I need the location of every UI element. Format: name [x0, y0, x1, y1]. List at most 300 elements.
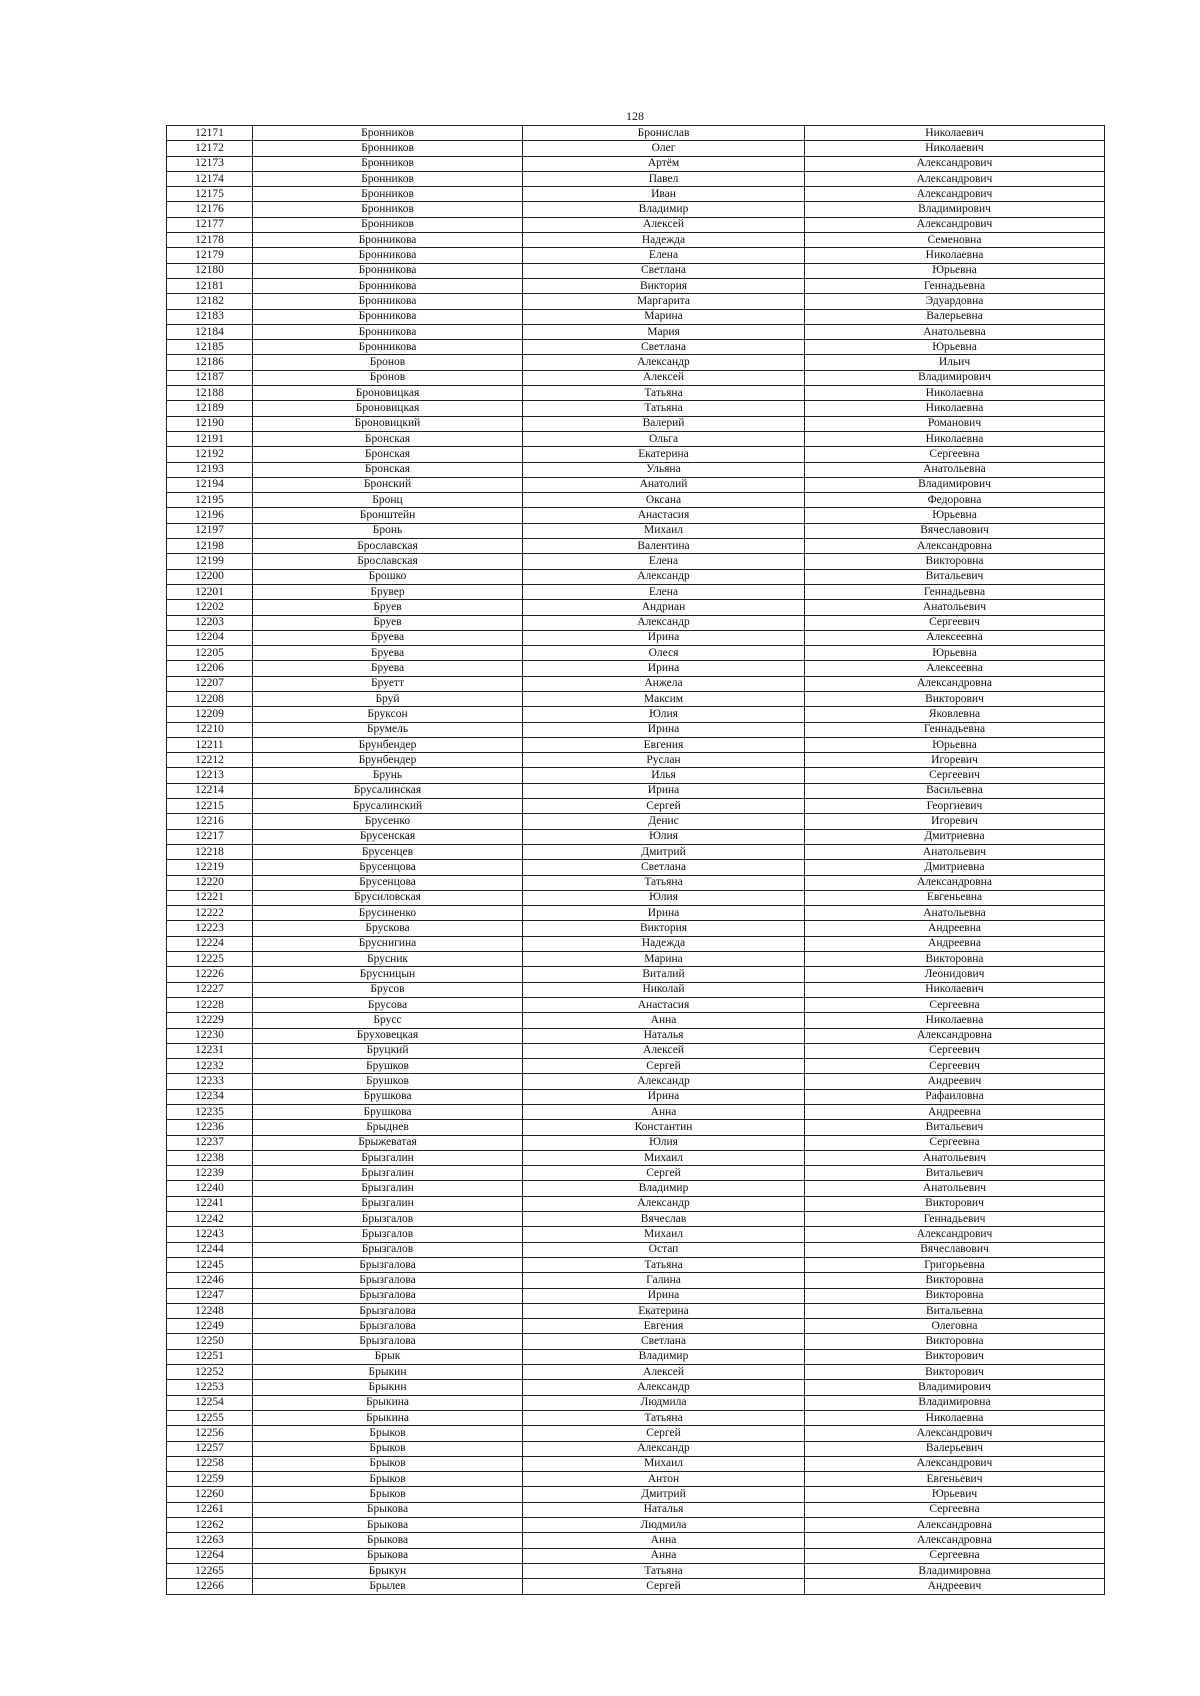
last-name-cell: Бруцкий: [253, 1043, 523, 1058]
first-name-cell: Ирина: [523, 783, 805, 798]
page-number: 128: [626, 109, 644, 123]
patronymic-cell: Андреевна: [805, 936, 1105, 951]
record-number-cell: 12195: [167, 493, 253, 508]
last-name-cell: Бронников: [253, 126, 523, 141]
record-number-cell: 12259: [167, 1472, 253, 1487]
table-row: [167, 523, 1105, 538]
patronymic-cell: Владимирович: [805, 477, 1105, 492]
record-number-cell: 12228: [167, 997, 253, 1012]
table-row: [167, 477, 1105, 492]
record-number-cell: 12251: [167, 1349, 253, 1364]
first-name-cell: Сергей: [523, 1426, 805, 1441]
first-name-cell: Владимир: [523, 202, 805, 217]
first-name-cell: Елена: [523, 554, 805, 569]
table-row: [167, 584, 1105, 599]
last-name-cell: Бруховецкая: [253, 1028, 523, 1043]
first-name-cell: Анжела: [523, 676, 805, 691]
first-name-cell: Марина: [523, 309, 805, 324]
table-row: [167, 187, 1105, 202]
record-number-cell: 12199: [167, 554, 253, 569]
patronymic-cell: Анатольевна: [805, 906, 1105, 921]
patronymic-cell: Геннадьевич: [805, 1212, 1105, 1227]
patronymic-cell: Викторовна: [805, 1288, 1105, 1303]
last-name-cell: Бруснигина: [253, 936, 523, 951]
table-row: [167, 539, 1105, 554]
record-number-cell: 12265: [167, 1563, 253, 1578]
record-number-cell: 12217: [167, 829, 253, 844]
patronymic-cell: Владимирович: [805, 370, 1105, 385]
table-row: [167, 1105, 1105, 1120]
patronymic-cell: Юрьевна: [805, 508, 1105, 523]
first-name-cell: Олег: [523, 141, 805, 156]
record-number-cell: 12204: [167, 630, 253, 645]
first-name-cell: Михаил: [523, 1456, 805, 1471]
table-row: [167, 600, 1105, 615]
record-number-cell: 12194: [167, 477, 253, 492]
last-name-cell: Брызгалова: [253, 1273, 523, 1288]
patronymic-cell: Николаевна: [805, 248, 1105, 263]
record-number-cell: 12239: [167, 1166, 253, 1181]
last-name-cell: Брусенко: [253, 814, 523, 829]
patronymic-cell: Николаевна: [805, 386, 1105, 401]
last-name-cell: Бронников: [253, 156, 523, 171]
first-name-cell: Ирина: [523, 1089, 805, 1104]
record-number-cell: 12211: [167, 737, 253, 752]
last-name-cell: Бронников: [253, 141, 523, 156]
record-number-cell: 12191: [167, 431, 253, 446]
patronymic-cell: Александрович: [805, 1456, 1105, 1471]
first-name-cell: Александр: [523, 1380, 805, 1395]
last-name-cell: Бруетт: [253, 676, 523, 691]
patronymic-cell: Анатольевна: [805, 462, 1105, 477]
patronymic-cell: Эдуардовна: [805, 294, 1105, 309]
patronymic-cell: Сергеевна: [805, 1135, 1105, 1150]
last-name-cell: Брыкова: [253, 1502, 523, 1517]
last-name-cell: Брылев: [253, 1579, 523, 1594]
last-name-cell: Бронов: [253, 370, 523, 385]
first-name-cell: Максим: [523, 691, 805, 706]
first-name-cell: Марина: [523, 952, 805, 967]
record-number-cell: 12264: [167, 1548, 253, 1563]
patronymic-cell: Владимировна: [805, 1395, 1105, 1410]
record-number-cell: 12206: [167, 661, 253, 676]
patronymic-cell: Александрович: [805, 1426, 1105, 1441]
record-number-cell: 12255: [167, 1410, 253, 1425]
patronymic-cell: Сергеевна: [805, 997, 1105, 1012]
record-number-cell: 12247: [167, 1288, 253, 1303]
table-row: [167, 370, 1105, 385]
last-name-cell: Бронникова: [253, 263, 523, 278]
first-name-cell: Ульяна: [523, 462, 805, 477]
last-name-cell: Брыкун: [253, 1563, 523, 1578]
first-name-cell: Александр: [523, 569, 805, 584]
record-number-cell: 12235: [167, 1105, 253, 1120]
last-name-cell: Брославская: [253, 539, 523, 554]
table-row: [167, 355, 1105, 370]
last-name-cell: Бруй: [253, 691, 523, 706]
patronymic-cell: Геннадьевна: [805, 584, 1105, 599]
first-name-cell: Галина: [523, 1273, 805, 1288]
record-number-cell: 12223: [167, 921, 253, 936]
table-row: [167, 814, 1105, 829]
record-number-cell: 12266: [167, 1579, 253, 1594]
last-name-cell: Брувер: [253, 584, 523, 599]
record-number-cell: 12189: [167, 401, 253, 416]
patronymic-cell: Леонидович: [805, 967, 1105, 982]
table-row: [167, 263, 1105, 278]
patronymic-cell: Андреевич: [805, 1074, 1105, 1089]
patronymic-cell: Рафаиловна: [805, 1089, 1105, 1104]
first-name-cell: Алексей: [523, 1365, 805, 1380]
last-name-cell: Бронский: [253, 477, 523, 492]
last-name-cell: Брызгалова: [253, 1319, 523, 1334]
first-name-cell: Владимир: [523, 1349, 805, 1364]
last-name-cell: Бруксон: [253, 707, 523, 722]
table-row: [167, 416, 1105, 431]
record-number-cell: 12219: [167, 860, 253, 875]
table-row: [167, 737, 1105, 752]
patronymic-cell: Александрович: [805, 217, 1105, 232]
patronymic-cell: Андреевна: [805, 1105, 1105, 1120]
record-number-cell: 12256: [167, 1426, 253, 1441]
last-name-cell: Брыков: [253, 1441, 523, 1456]
first-name-cell: Сергей: [523, 1059, 805, 1074]
last-name-cell: Бронникова: [253, 309, 523, 324]
last-name-cell: Брыднев: [253, 1120, 523, 1135]
table-row: [167, 1395, 1105, 1410]
first-name-cell: Оксана: [523, 493, 805, 508]
patronymic-cell: Николаевна: [805, 401, 1105, 416]
record-number-cell: 12230: [167, 1028, 253, 1043]
first-name-cell: Ирина: [523, 630, 805, 645]
last-name-cell: Броновицкая: [253, 386, 523, 401]
table-row: [167, 875, 1105, 890]
table-row: [167, 860, 1105, 875]
table-row: [167, 844, 1105, 859]
first-name-cell: Анна: [523, 1013, 805, 1028]
record-number-cell: 12213: [167, 768, 253, 783]
first-name-cell: Сергей: [523, 799, 805, 814]
first-name-cell: Руслан: [523, 753, 805, 768]
record-number-cell: 12241: [167, 1196, 253, 1211]
first-name-cell: Константин: [523, 1120, 805, 1135]
record-number-cell: 12200: [167, 569, 253, 584]
first-name-cell: Валентина: [523, 539, 805, 554]
last-name-cell: Бронштейн: [253, 508, 523, 523]
first-name-cell: Светлана: [523, 340, 805, 355]
first-name-cell: Алексей: [523, 217, 805, 232]
first-name-cell: Анастасия: [523, 508, 805, 523]
table-row: [167, 936, 1105, 951]
table-row: [167, 508, 1105, 523]
first-name-cell: Ольга: [523, 431, 805, 446]
last-name-cell: Брыков: [253, 1487, 523, 1502]
record-number-cell: 12207: [167, 676, 253, 691]
table-row: [167, 921, 1105, 936]
patronymic-cell: Анатольевич: [805, 600, 1105, 615]
patronymic-cell: Романович: [805, 416, 1105, 431]
last-name-cell: Бронская: [253, 447, 523, 462]
patronymic-cell: Анатольевна: [805, 324, 1105, 339]
patronymic-cell: Викторовна: [805, 952, 1105, 967]
last-name-cell: Брушков: [253, 1059, 523, 1074]
last-name-cell: Бруев: [253, 600, 523, 615]
record-number-cell: 12236: [167, 1120, 253, 1135]
first-name-cell: Анастасия: [523, 997, 805, 1012]
record-number-cell: 12179: [167, 248, 253, 263]
first-name-cell: Елена: [523, 584, 805, 599]
first-name-cell: Екатерина: [523, 447, 805, 462]
table-row: [167, 1533, 1105, 1548]
last-name-cell: Брызгалова: [253, 1303, 523, 1318]
first-name-cell: Ирина: [523, 1288, 805, 1303]
last-name-cell: Брушкова: [253, 1089, 523, 1104]
record-number-cell: 12262: [167, 1518, 253, 1533]
record-number-cell: 12233: [167, 1074, 253, 1089]
table-row: [167, 1518, 1105, 1533]
last-name-cell: Брыков: [253, 1456, 523, 1471]
patronymic-cell: Игоревич: [805, 814, 1105, 829]
last-name-cell: Бронникова: [253, 248, 523, 263]
last-name-cell: Бронников: [253, 202, 523, 217]
table-row: [167, 233, 1105, 248]
patronymic-cell: Васильевна: [805, 783, 1105, 798]
record-number-cell: 12234: [167, 1089, 253, 1104]
record-number-cell: 12182: [167, 294, 253, 309]
table-row: [167, 217, 1105, 232]
table-row: [167, 1089, 1105, 1104]
last-name-cell: Брыжеватая: [253, 1135, 523, 1150]
table-row: [167, 829, 1105, 844]
last-name-cell: Брыков: [253, 1472, 523, 1487]
patronymic-cell: Викторовна: [805, 1334, 1105, 1349]
last-name-cell: Бронникова: [253, 278, 523, 293]
patronymic-cell: Викторович: [805, 691, 1105, 706]
record-number-cell: 12210: [167, 722, 253, 737]
first-name-cell: Михаил: [523, 1227, 805, 1242]
first-name-cell: Сергей: [523, 1579, 805, 1594]
last-name-cell: Бруева: [253, 661, 523, 676]
patronymic-cell: Дмитриевна: [805, 829, 1105, 844]
record-number-cell: 12190: [167, 416, 253, 431]
first-name-cell: Виктория: [523, 278, 805, 293]
last-name-cell: Брунбендер: [253, 753, 523, 768]
first-name-cell: Ирина: [523, 906, 805, 921]
last-name-cell: Брусиловская: [253, 890, 523, 905]
table-row: [167, 1441, 1105, 1456]
table-row: [167, 1212, 1105, 1227]
patronymic-cell: Григорьевна: [805, 1257, 1105, 1272]
table-row: [167, 386, 1105, 401]
first-name-cell: Вячеслав: [523, 1212, 805, 1227]
last-name-cell: Брусенцова: [253, 860, 523, 875]
first-name-cell: Сергей: [523, 1166, 805, 1181]
first-name-cell: Дмитрий: [523, 1487, 805, 1502]
record-number-cell: 12181: [167, 278, 253, 293]
patronymic-cell: Сергеевна: [805, 1548, 1105, 1563]
record-number-cell: 12184: [167, 324, 253, 339]
first-name-cell: Олеся: [523, 646, 805, 661]
record-number-cell: 12243: [167, 1227, 253, 1242]
last-name-cell: Броновицкая: [253, 401, 523, 416]
table-row: [167, 1135, 1105, 1150]
last-name-cell: Брусиненко: [253, 906, 523, 921]
table-row: [167, 126, 1105, 141]
table-row: [167, 1242, 1105, 1257]
table-row: [167, 431, 1105, 446]
last-name-cell: Брушков: [253, 1074, 523, 1089]
first-name-cell: Татьяна: [523, 875, 805, 890]
first-name-cell: Евгения: [523, 737, 805, 752]
table-row: [167, 1303, 1105, 1318]
patronymic-cell: Викторович: [805, 1349, 1105, 1364]
patronymic-cell: Вячеславович: [805, 1242, 1105, 1257]
record-number-cell: 12193: [167, 462, 253, 477]
record-number-cell: 12173: [167, 156, 253, 171]
last-name-cell: Бронская: [253, 431, 523, 446]
record-number-cell: 12203: [167, 615, 253, 630]
patronymic-cell: Александровна: [805, 1533, 1105, 1548]
patronymic-cell: Владимирович: [805, 1380, 1105, 1395]
patronymic-cell: Витальевич: [805, 1120, 1105, 1135]
record-number-cell: 12201: [167, 584, 253, 599]
record-number-cell: 12222: [167, 906, 253, 921]
record-number-cell: 12263: [167, 1533, 253, 1548]
table-row: [167, 1319, 1105, 1334]
patronymic-cell: Сергеевна: [805, 447, 1105, 462]
table-row: [167, 783, 1105, 798]
last-name-cell: Бронникова: [253, 233, 523, 248]
last-name-cell: Брускова: [253, 921, 523, 936]
first-name-cell: Светлана: [523, 263, 805, 278]
table-row: [167, 707, 1105, 722]
last-name-cell: Брусницын: [253, 967, 523, 982]
patronymic-cell: Вячеславович: [805, 523, 1105, 538]
patronymic-cell: Викторович: [805, 1365, 1105, 1380]
patronymic-cell: Геннадьевна: [805, 278, 1105, 293]
record-number-cell: 12238: [167, 1150, 253, 1165]
patronymic-cell: Юрьевна: [805, 646, 1105, 661]
last-name-cell: Брусник: [253, 952, 523, 967]
table-row: [167, 676, 1105, 691]
patronymic-cell: Сергеевич: [805, 1043, 1105, 1058]
record-number-cell: 12245: [167, 1257, 253, 1272]
patronymic-cell: Александровна: [805, 676, 1105, 691]
patronymic-cell: Викторович: [805, 1196, 1105, 1211]
record-number-cell: 12192: [167, 447, 253, 462]
last-name-cell: Бронников: [253, 171, 523, 186]
record-number-cell: 12260: [167, 1487, 253, 1502]
table-row: [167, 248, 1105, 263]
table-row: [167, 141, 1105, 156]
last-name-cell: Брыкова: [253, 1518, 523, 1533]
last-name-cell: Бронов: [253, 355, 523, 370]
table-row: [167, 1028, 1105, 1043]
patronymic-cell: Витальевна: [805, 1303, 1105, 1318]
table-row: [167, 1579, 1105, 1594]
patronymic-cell: Георгиевич: [805, 799, 1105, 814]
record-number-cell: 12261: [167, 1502, 253, 1517]
table-row: [167, 462, 1105, 477]
table-row: [167, 906, 1105, 921]
first-name-cell: Юлия: [523, 890, 805, 905]
first-name-cell: Михаил: [523, 523, 805, 538]
last-name-cell: Бронникова: [253, 324, 523, 339]
last-name-cell: Бруев: [253, 615, 523, 630]
table-row: [167, 982, 1105, 997]
record-number-cell: 12180: [167, 263, 253, 278]
first-name-cell: Наталья: [523, 1502, 805, 1517]
table-row: [167, 691, 1105, 706]
table-row: [167, 1273, 1105, 1288]
table-row: [167, 799, 1105, 814]
first-name-cell: Павел: [523, 171, 805, 186]
record-number-cell: 12216: [167, 814, 253, 829]
table-row: [167, 1334, 1105, 1349]
first-name-cell: Светлана: [523, 1334, 805, 1349]
record-number-cell: 12174: [167, 171, 253, 186]
first-name-cell: Татьяна: [523, 386, 805, 401]
first-name-cell: Виталий: [523, 967, 805, 982]
record-number-cell: 12197: [167, 523, 253, 538]
last-name-cell: Брусс: [253, 1013, 523, 1028]
table-row: [167, 309, 1105, 324]
first-name-cell: Елена: [523, 248, 805, 263]
last-name-cell: Брыкин: [253, 1365, 523, 1380]
table-row: [167, 340, 1105, 355]
patronymic-cell: Витальевич: [805, 1166, 1105, 1181]
record-number-cell: 12231: [167, 1043, 253, 1058]
last-name-cell: Брызгалов: [253, 1242, 523, 1257]
record-number-cell: 12242: [167, 1212, 253, 1227]
patronymic-cell: Валерьевна: [805, 309, 1105, 324]
first-name-cell: Александр: [523, 1441, 805, 1456]
first-name-cell: Анна: [523, 1105, 805, 1120]
record-number-cell: 12257: [167, 1441, 253, 1456]
table-row: [167, 1487, 1105, 1502]
first-name-cell: Антон: [523, 1472, 805, 1487]
record-number-cell: 12212: [167, 753, 253, 768]
last-name-cell: Брусалинская: [253, 783, 523, 798]
first-name-cell: Остап: [523, 1242, 805, 1257]
last-name-cell: Брусова: [253, 997, 523, 1012]
table-row: [167, 1502, 1105, 1517]
record-number-cell: 12248: [167, 1303, 253, 1318]
last-name-cell: Брусенская: [253, 829, 523, 844]
last-name-cell: Брусов: [253, 982, 523, 997]
record-number-cell: 12252: [167, 1365, 253, 1380]
patronymic-cell: Игоревич: [805, 753, 1105, 768]
first-name-cell: Илья: [523, 768, 805, 783]
first-name-cell: Юлия: [523, 829, 805, 844]
table-row: [167, 156, 1105, 171]
last-name-cell: Брыкина: [253, 1410, 523, 1425]
first-name-cell: Александр: [523, 1196, 805, 1211]
first-name-cell: Татьяна: [523, 1410, 805, 1425]
record-number-cell: 12246: [167, 1273, 253, 1288]
patronymic-cell: Александровна: [805, 1028, 1105, 1043]
table-row: [167, 1563, 1105, 1578]
patronymic-cell: Геннадьевна: [805, 722, 1105, 737]
first-name-cell: Александр: [523, 355, 805, 370]
table-row: [167, 1288, 1105, 1303]
table-row: [167, 1181, 1105, 1196]
record-number-cell: 12220: [167, 875, 253, 890]
last-name-cell: Брусенцев: [253, 844, 523, 859]
first-name-cell: Андриан: [523, 600, 805, 615]
table-row: [167, 1410, 1105, 1425]
first-name-cell: Ирина: [523, 722, 805, 737]
